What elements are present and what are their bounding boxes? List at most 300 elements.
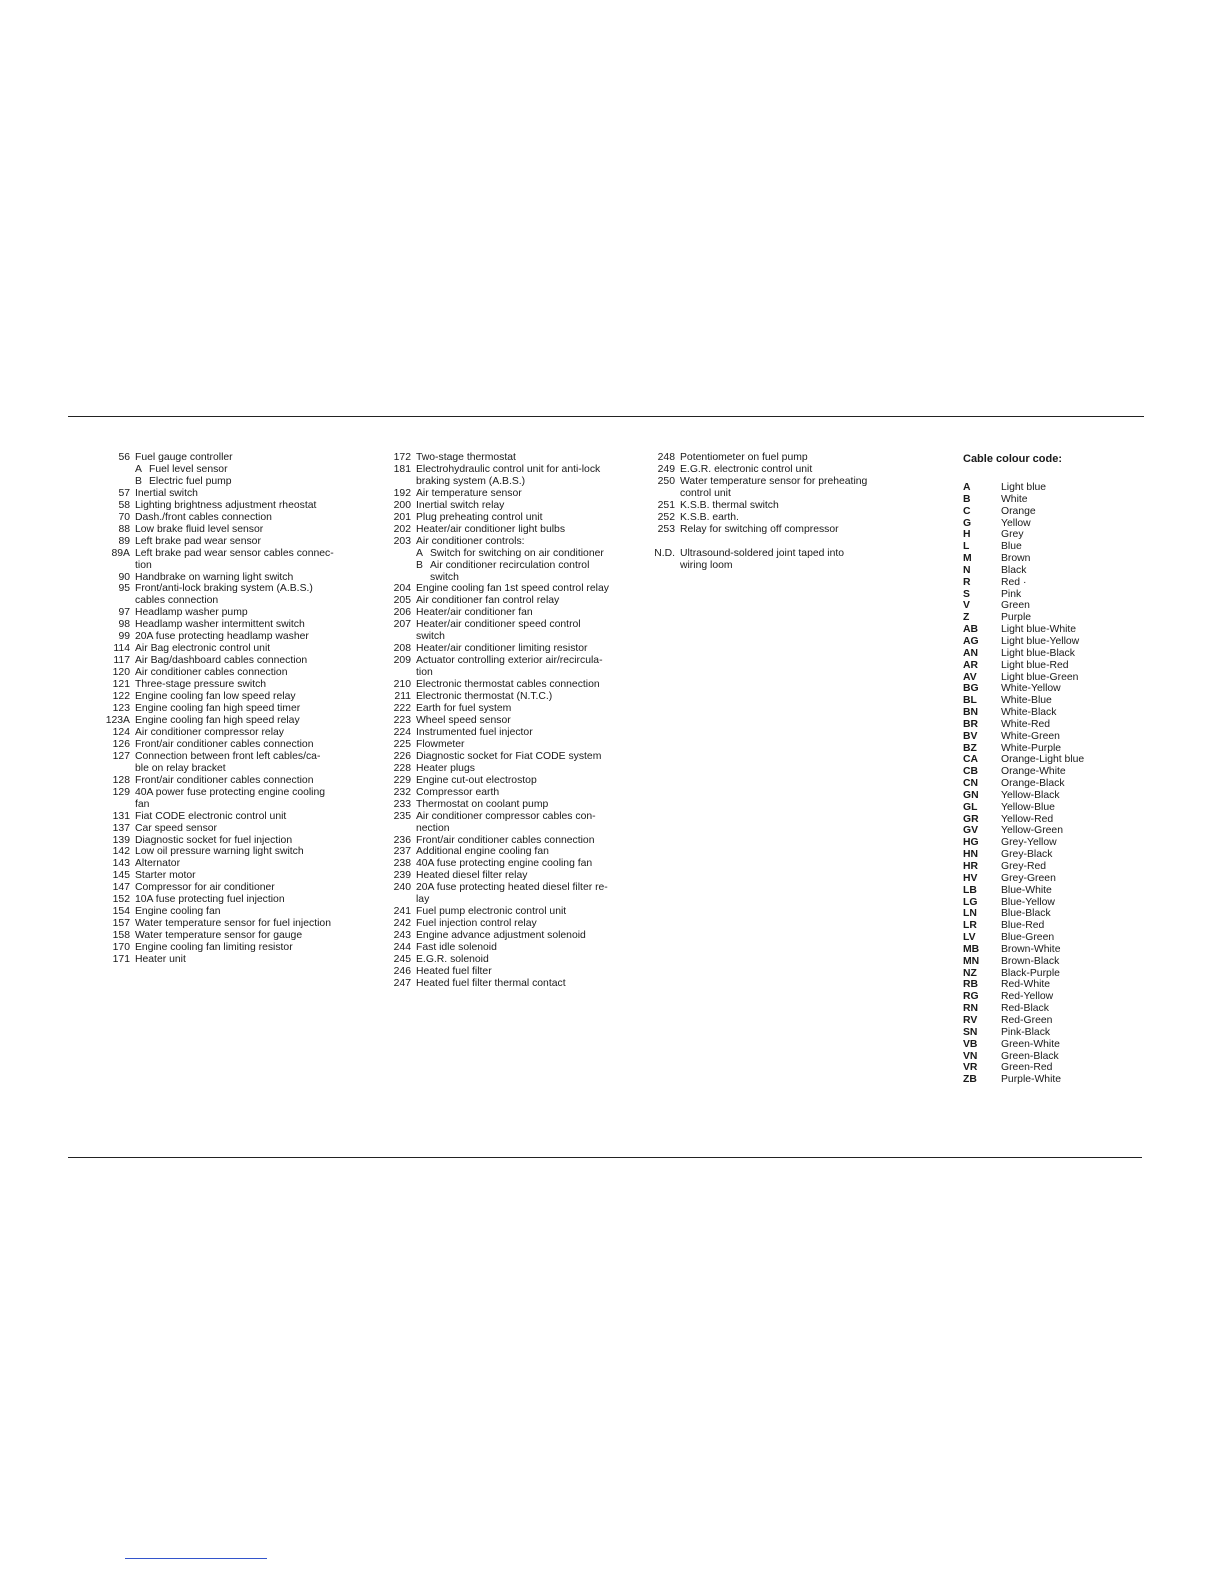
colour-code-row [963,600,1123,612]
legend-item [100,703,358,715]
legend-text: E.G.R. solenoid [416,954,489,966]
legend-item [380,966,635,978]
legend-number: 157 [112,918,130,930]
colour-name: Light blue-White [1001,624,1077,636]
legend-number: 229 [393,774,411,786]
legend-text: Electrohydraulic control unit for anti-lock [416,463,601,475]
legend-item [100,858,358,870]
legend-item [100,918,358,930]
legend-text: ble on relay bracket [135,762,226,774]
colour-code-row [963,991,1123,1003]
colour-name: Grey-Green [1001,872,1056,884]
legend-number: 228 [393,762,411,774]
legend-number: 58 [118,499,130,511]
legend-item [380,524,635,536]
legend-text: tion [416,667,433,679]
colour-name: Yellow-Blue [1001,801,1055,813]
colour-code: LN [963,908,977,920]
legend-number: 170 [112,942,130,954]
legend-number: 126 [112,738,130,750]
legend-number: N.D. [654,547,675,559]
legend-number: 245 [393,954,411,966]
legend-text: Wheel speed sensor [416,714,511,726]
colour-code: R [963,576,971,588]
colour-code: BG [963,683,979,695]
colour-code-row [963,802,1123,814]
legend-item [100,846,358,858]
colour-code: CA [963,754,979,766]
colour-name: Black [1001,564,1027,576]
legend-item [380,607,635,619]
colour-code-row [963,518,1123,530]
legend-item [100,823,358,835]
legend-text: switch [416,631,445,643]
legend-text: Engine advance adjustment solenoid [416,930,586,942]
legend-number: 250 [657,475,675,487]
legend-number: 224 [393,726,411,738]
legend-text: Headlamp washer pump [135,607,248,619]
colour-code: ZB [963,1074,977,1086]
legend-number: 253 [657,523,675,535]
legend-text: Heater/air conditioner fan [416,607,533,619]
legend-text: Heater/air conditioner limiting resistor [416,643,588,655]
colour-name: Green-Red [1001,1062,1053,1074]
legend-number: 89A [111,547,130,559]
legend-number: 236 [393,834,411,846]
legend-number [100,799,135,811]
legend-number [100,595,135,607]
legend-text: Thermostat on coolant pump [416,798,549,810]
colour-name: Blue-Black [1001,908,1051,920]
legend-text: Lighting brightness adjustment rheostat [135,499,317,511]
colour-code-row [963,968,1123,980]
colour-code-row [963,648,1123,660]
legend-number: 246 [393,965,411,977]
legend-item [100,691,358,703]
legend-text: Water temperature sensor for preheating [680,475,868,487]
legend-number: 128 [112,774,130,786]
legend-number: 97 [118,607,130,619]
colour-name: Light blue-Black [1001,647,1075,659]
legend-item [100,835,358,847]
legend-text: Air Bag electronic control unit [135,643,271,655]
colour-code-row [963,932,1123,944]
legend-item [648,488,900,500]
colour-code-row [963,1074,1123,1086]
colour-name: Grey [1001,529,1024,541]
legend-number [100,763,135,775]
colour-name: Orange-Light blue [1001,754,1085,766]
colour-code-row [963,766,1123,778]
legend-item [100,607,358,619]
colour-name: Purple-White [1001,1074,1062,1086]
legend-item [380,679,635,691]
colour-code-row [963,743,1123,755]
legend-item [100,787,358,799]
legend-number: 249 [657,463,675,475]
legend-number: 238 [393,858,411,870]
colour-code: LG [963,896,978,908]
colour-name: White-Yellow [1001,683,1061,695]
legend-column-2 [380,452,635,990]
colour-code: VR [963,1062,978,1074]
legend-item [100,775,358,787]
legend-text: K.S.B. earth. [680,511,739,523]
colour-code-row [963,1003,1123,1015]
legend-text: Engine cooling fan limiting resistor [135,942,293,954]
legend-text: Air conditioner fan control relay [416,595,560,607]
legend-item [380,763,635,775]
legend-item [380,906,635,918]
legend-number: 123 [112,703,130,715]
legend-item [380,870,635,882]
legend-item [380,942,635,954]
colour-code: AB [963,624,979,636]
legend-number: 145 [112,870,130,882]
legend-item [380,643,635,655]
colour-code: LB [963,884,977,896]
legend-item [100,572,358,584]
colour-code: B [963,493,971,505]
legend-number: 98 [118,619,130,631]
legend-item [380,727,635,739]
legend-number: 251 [657,499,675,511]
colour-code: GR [963,813,979,825]
legend-text: Low brake fluid level sensor [135,523,264,535]
legend-item [380,452,635,464]
legend-text: Left brake pad wear sensor cables connec- [135,547,334,559]
colour-name: Light blue-Green [1001,671,1079,683]
legend-item [100,894,358,906]
legend-number: 247 [393,977,411,989]
legend-number: 200 [393,499,411,511]
colour-code: N [963,564,971,576]
legend-item [380,715,635,727]
legend-number: 147 [112,882,130,894]
legend-item [100,583,358,595]
colour-code: M [963,553,972,565]
legend-number: 248 [657,452,675,463]
legend-item [380,464,635,476]
legend-number: 120 [112,667,130,679]
legend-number: 209 [393,655,411,667]
legend-number: 207 [393,619,411,631]
legend-text: Ultrasound-soldered joint taped into [680,547,845,559]
legend-text: 20A fuse protecting headlamp washer [135,631,309,643]
legend-number: 70 [118,511,130,523]
legend-text: Car speed sensor [135,822,218,834]
legend-number [648,488,680,500]
legend-number: 242 [393,918,411,930]
colour-name: Pink [1001,588,1022,600]
legend-item [380,894,635,906]
subitem-letter: A [135,463,142,475]
legend-text: K.S.B. thermal switch [680,499,779,511]
legend-number: 114 [113,643,130,655]
legend-number: 204 [393,583,411,595]
colour-code-row [963,624,1123,636]
legend-subitem-continued [380,572,635,584]
colour-code-row [963,814,1123,826]
legend-text: nection [416,822,450,834]
bottom-rule [68,1157,1142,1158]
legend-text: Air conditioner cables connection [135,667,288,679]
legend-text: Potentiometer on fuel pump [680,452,808,463]
legend-item [648,512,900,524]
colour-code: MB [963,943,980,955]
colour-name: White [1001,493,1028,505]
legend-text: Low oil pressure warning light switch [135,846,304,858]
legend-column-3 [648,452,900,572]
colour-name: Red-Green [1001,1014,1053,1026]
legend-number: 232 [393,786,411,798]
colour-name: Grey-Black [1001,849,1053,861]
colour-code: L [963,541,970,553]
legend-text: Starter motor [135,870,196,882]
legend-item [100,548,358,560]
legend-item [100,799,358,811]
colour-code: HR [963,861,979,872]
legend-number [380,476,416,488]
colour-name: Red · [1001,576,1027,588]
legend-text: Two-stage thermostat [416,452,516,463]
colour-code-row [963,553,1123,565]
legend-item [100,619,358,631]
subitem-indent [416,572,430,584]
legend-text: Electronic thermostat cables connection [416,679,600,691]
legend-text: tion [135,559,152,571]
legend-text: Handbrake on warning light switch [135,571,294,583]
legend-number: 56 [118,452,130,463]
legend-item [380,835,635,847]
colour-code-row [963,849,1123,861]
legend-text: Front/air conditioner cables connection [135,738,314,750]
legend-item [100,500,358,512]
legend-number: 131 [112,810,130,822]
legend-item [648,548,900,560]
legend-text: Relay for switching off compressor [680,523,839,535]
legend-item [380,512,635,524]
legend-text: Additional engine cooling fan [416,846,549,858]
colour-code-title: Cable colour code: [963,453,1063,465]
legend-text: Engine cooling fan 1st speed control relay [416,583,609,595]
legend-text: Fiat CODE electronic control unit [135,810,287,822]
legend-item [100,512,358,524]
colour-code-row [963,1027,1123,1039]
legend-text: Engine cut-out electrostop [416,774,537,786]
legend-item [380,918,635,930]
legend-text: Inertial switch [135,487,198,499]
colour-code: NZ [963,967,977,979]
legend-number: 233 [393,798,411,810]
colour-code-row [963,506,1123,518]
legend-number [380,894,416,906]
legend-item [100,643,358,655]
legend-number: 95 [118,583,130,595]
colour-code-row [963,612,1123,624]
colour-name: Light blue-Red [1001,659,1069,671]
legend-number: 172 [393,452,411,463]
legend-item [100,715,358,727]
legend-number: 143 [112,858,130,870]
legend-text: Air conditioner controls: [416,535,525,547]
colour-code-row [963,754,1123,766]
colour-code: AR [963,659,979,671]
legend-number: 127 [112,750,130,762]
subitem-letter: B [135,475,142,487]
colour-code-row [963,636,1123,648]
colour-name: Yellow-Black [1001,789,1060,801]
legend-text: Engine cooling fan [135,906,221,918]
colour-code: GL [963,801,978,813]
legend-number: 201 [393,511,411,523]
colour-code: LR [963,920,977,932]
legend-text: Heater unit [135,954,186,966]
colour-name: Blue-Red [1001,920,1045,932]
legend-item [100,942,358,954]
legend-subitem [380,560,635,572]
legend-number: 252 [657,511,675,523]
legend-number: 154 [112,906,130,918]
colour-code-row [963,1039,1123,1051]
colour-code-row [963,825,1123,837]
legend-number: 244 [393,942,411,954]
colour-code: RG [963,991,979,1003]
colour-code: BZ [963,742,977,754]
colour-name: Brown-White [1001,943,1061,955]
colour-name: White-Black [1001,707,1057,719]
legend-item [380,500,635,512]
colour-name: Green [1001,600,1030,612]
legend-item [380,823,635,835]
legend-item [380,703,635,715]
legend-text: Engine cooling fan high speed relay [135,714,300,726]
legend-number: 152 [112,894,130,906]
colour-code: HG [963,837,979,849]
subitem-letter: A [416,547,423,559]
legend-text: Dash./front cables connection [135,511,272,523]
legend-text: E.G.R. electronic control unit [680,463,813,475]
legend-text: Fast idle solenoid [416,942,497,954]
legend-item [100,679,358,691]
legend-item [380,691,635,703]
legend-item [100,452,358,464]
legend-number: 239 [393,870,411,882]
legend-number [380,823,416,835]
legend-number: 208 [393,643,411,655]
legend-item [100,524,358,536]
legend-item [100,906,358,918]
legend-item [648,452,900,464]
legend-subitem [380,548,635,560]
legend-item [380,930,635,942]
subitem-text: Switch for switching on air conditioner [430,547,604,559]
legend-number [648,560,680,572]
colour-code-row [963,873,1123,885]
colour-code: MN [963,955,980,967]
colour-name: Light blue [1001,482,1047,493]
legend-text: Plug preheating control unit [416,511,543,523]
colour-code: H [963,529,971,541]
legend-text: Compressor for air conditioner [135,882,275,894]
colour-code-row [963,920,1123,932]
colour-code-row [963,565,1123,577]
legend-text: cables connection [135,595,219,607]
colour-code: GN [963,789,979,801]
legend-number: 90 [118,571,130,583]
legend-item [380,595,635,607]
colour-code-row [963,1062,1123,1074]
legend-text: Front/anti-lock braking system (A.B.S.) [135,583,313,595]
colour-code-row [963,589,1123,601]
legend-text: 20A fuse protecting heated diesel filter re- [416,882,608,894]
legend-number: 181 [393,463,411,475]
colour-name: Yellow-Green [1001,825,1063,837]
legend-number: 241 [393,906,411,918]
colour-code-row [963,790,1123,802]
colour-code: SN [963,1026,978,1038]
colour-code: RV [963,1014,978,1026]
legend-number [100,560,135,572]
legend-item [100,954,358,966]
legend-text: Three-stage pressure switch [135,679,267,691]
colour-code-row [963,494,1123,506]
colour-name: Orange-White [1001,766,1066,778]
legend-item [380,476,635,488]
colour-code-row [963,1015,1123,1027]
colour-name: Orange-Black [1001,778,1065,790]
colour-code-row [963,660,1123,672]
legend-number: 171 [112,954,130,966]
colour-code-row [963,837,1123,849]
legend-text: Actuator controlling exterior air/recircula- [416,655,603,667]
colour-code: G [963,517,972,529]
colour-name: Blue [1001,541,1022,553]
colour-code: BN [963,707,979,719]
legend-item [380,775,635,787]
legend-number: 142 [112,846,130,858]
colour-code-row [963,707,1123,719]
legend-text: Water temperature sensor for fuel injection [135,918,331,930]
legend-item [380,536,635,548]
legend-item [380,583,635,595]
legend-item [380,655,635,667]
colour-code-row [963,908,1123,920]
legend-item [380,667,635,679]
subitem-text: Fuel level sensor [149,463,228,475]
legend-text: Engine cooling fan low speed relay [135,691,296,703]
colour-code-row [963,577,1123,589]
legend-number: 99 [118,631,130,643]
colour-name: Blue-Yellow [1001,896,1055,908]
colour-code: RN [963,1003,979,1015]
colour-code: Z [963,612,970,624]
legend-text: Diagnostic socket for Fiat CODE system [416,750,602,762]
legend-number: 137 [112,822,130,834]
colour-code-row [963,719,1123,731]
legend-text: Water temperature sensor for gauge [135,930,303,942]
legend-number: 57 [118,487,130,499]
legend-text: Heater plugs [416,762,475,774]
legend-text: Heater/air conditioner light bulbs [416,523,566,535]
legend-text: 40A power fuse protecting engine cooling [135,786,326,798]
colour-code: RB [963,979,979,991]
legend-item [100,631,358,643]
legend-text: Air conditioner compressor relay [135,726,284,738]
legend-text: Compressor earth [416,786,500,798]
legend-text: Air temperature sensor [416,487,522,499]
legend-number: 89 [118,535,130,547]
